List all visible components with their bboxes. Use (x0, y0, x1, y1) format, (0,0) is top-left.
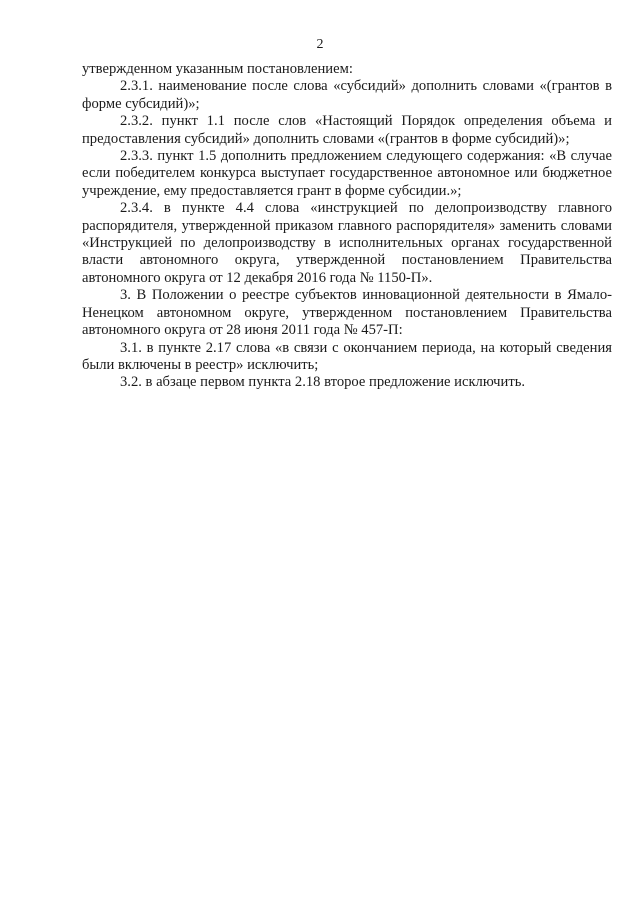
page-number: 2 (316, 37, 324, 52)
paragraph-2-3-4: 2.3.4. в пункте 4.4 слова «инструкцией по делопроизводству главного распорядителя, утвержденной приказом главного распорядителя» заменить словами «Инструкцией по делопроизводству в исполнительных органах государственной власти автономного округа, утвержденной постановлением Правительства автономного округа от 12 декабря 2016 года № 1150-П». (82, 200, 612, 286)
paragraph-3-2: 3.2. в абзаце первом пункта 2.18 второе предложение исключить. (120, 374, 526, 391)
paragraph-2-3-1: 2.3.1. наименование после слова «субсидий» дополнить словами «(грантов в форме субсидий)»; (82, 78, 612, 112)
paragraph-2-3-2: 2.3.2. пункт 1.1 после слов «Настоящий Порядок определения объема и предоставления субсидий» дополнить словами «(грантов в форме субсидий)»; (82, 113, 612, 147)
document-body (82, 61, 612, 392)
paragraph-3-1: 3.1. в пункте 2.17 слова «в связи с окончанием периода, на который сведения были включены в реестр» исключить; (82, 339, 612, 373)
paragraph-2-3-3: 2.3.3. пункт 1.5 дополнить предложением следующего содержания: «В случае если победителем конкурса выступает государственное автономное или бюджетное учреждение, ему предоставляется грант в форме субсидии.»; (82, 148, 612, 199)
paragraph-3: 3. В Положении о реестре субъектов инновационной деятельности в Ямало-Ненецком автономном округе, утвержденном постановлением Правительства автономного округа от 28 июня 2011 года № 457-П: (82, 287, 612, 339)
paragraph-continuation: утвержденном указанным постановлением: (82, 61, 353, 77)
